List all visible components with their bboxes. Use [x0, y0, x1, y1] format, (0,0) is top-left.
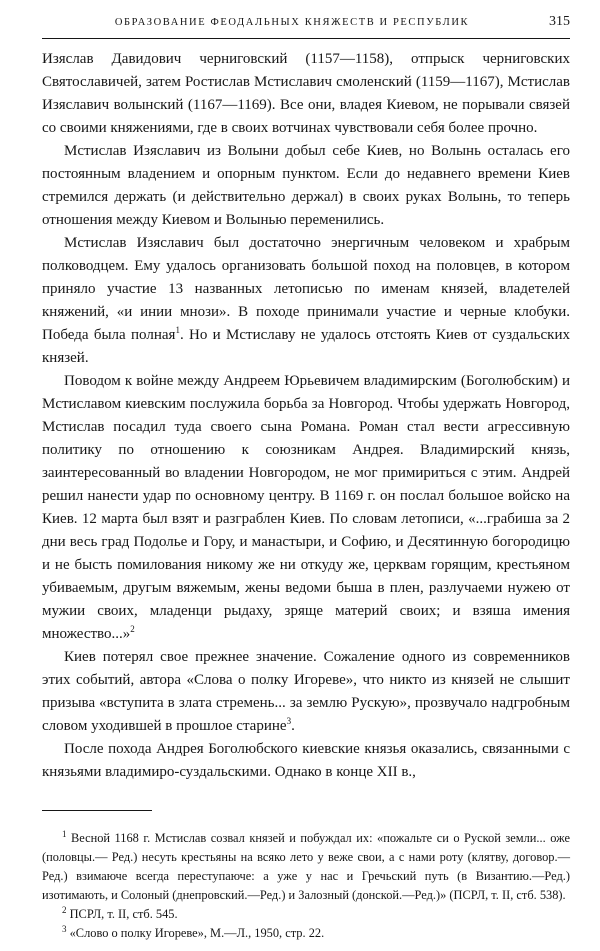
footnote-ref: 1: [175, 325, 180, 335]
paragraph: Изяслав Давидович черниговский (1157—1158), отпрыск черниговских Святославичей, затем Ростислав Мстиславич смоленский (1159—1167), Мстислав Изяславич волынский (1167—1169). Все они, владея Киевом, не порывали связей со своими княжениями, где в своих вотчинах чувствовали себя более прочно.: [42, 51, 570, 136]
footnote: $^2$ ПСРЛ, т. II, стб. 545.: [62, 904, 178, 921]
paragraph: После похода Андрея Боголюбского киевские князья оказались, связанными с князьями владимиро-суздальскими. Однако в конце XII в.,: [42, 741, 570, 780]
paragraph: Поводом к войне между Андреем Юрьевичем владимирским (Боголюбским) и Мстиславом киевским послужила борьба за Новгород. Чтобы удержать Новгород, Мстислав посадил туда своего сына Романа. Роман стал вести агрессивную политику по отношению к союзникам Андрея. Владимирский князь, заинтересованный во владении Новгородом, не мог примириться с этим. Андрей решил нанести удар по основному центру. В 1169 г. он послал большое войско на Киев. 12 марта был взят и разграблен Киев. По словам летописи, «...грабиша за 2 дни весь град Подолье и Гору, и манастыри, и Софию, и Десятинную богородицю и не бысть помилования никому же ни откуду же, церквам горящим, крестьяном убиваемым, другым вяжемым, жены ведоми быша в плен, разлучаеми нужею от мужии своих, младенци рыдаху, зряще материй своих; и взяша имения множество...»$^2$: [42, 373, 570, 642]
header-rule: [42, 38, 570, 39]
paragraph: Мстислав Изяславич из Волыни добыл себе Киев, но Волынь осталась его постоянным владением и опорным пунктом. Если до недавнего времени Киев стремился держать (и действительно держал) в своих руках Волынь, то теперь отношения между Киевом и Волынью переменились.: [42, 143, 570, 228]
page-number: 315: [549, 14, 570, 29]
footnote-ref: 3: [286, 716, 292, 726]
footnote-ref: 2: [130, 624, 135, 634]
paragraph: Мстислав Изяславич был достаточно энергичным человеком и храбрым полководцем. Ему удалось организовать большой поход на половцев, в котором приняло участие 13 названных летописью по именам князей, владетелей княжений, «и инии мнози». В походе принимали участие и черные клобуки. Победа была полная$^1$. Но и Мстиславу не удалось отстоять Киев от суздальских князей.: [42, 235, 570, 366]
running-title: ОБРАЗОВАНИЕ ФЕОДАЛЬНЫХ КНЯЖЕСТВ И РЕСПУБЛИК: [114, 17, 470, 28]
main-text: [42, 48, 570, 784]
paragraph: Киев потерял свое прежнее значение. Сожаление одного из современников этих событий, автора «Слова о полку Игореве», что никто из князей не слышит призыва «вступита в злата стремень... за землю Рускую», прозвучало надгробным словом уходившей в прошлое старине$^3$.: [42, 649, 570, 734]
footnote-separator: [42, 810, 152, 811]
footnote: $^1$ Весной 1168 г. Мстислав созвал князей и побуждал их: «пожальте си о Руской земли... оже (половцы.— Ред.) несуть крестьяны на всяко лето у веже свои, а с нами роту (клятву, договор.— Ред.) взимаюче всегда переступаюче: а уже у нас и Гречьский путь (в Византию.—Ред.) изотимають, и Солоный (днепровский.—Ред.) и Залозный (донской.—Ред.)» (ПСРЛ, т. II, стб. 538).: [42, 828, 570, 902]
page-header: [42, 14, 570, 36]
footnotes: [42, 829, 570, 943]
footnote: $^3$ «Слово о полку Игореве», М.—Л., 1950, стр. 22.: [62, 923, 325, 940]
